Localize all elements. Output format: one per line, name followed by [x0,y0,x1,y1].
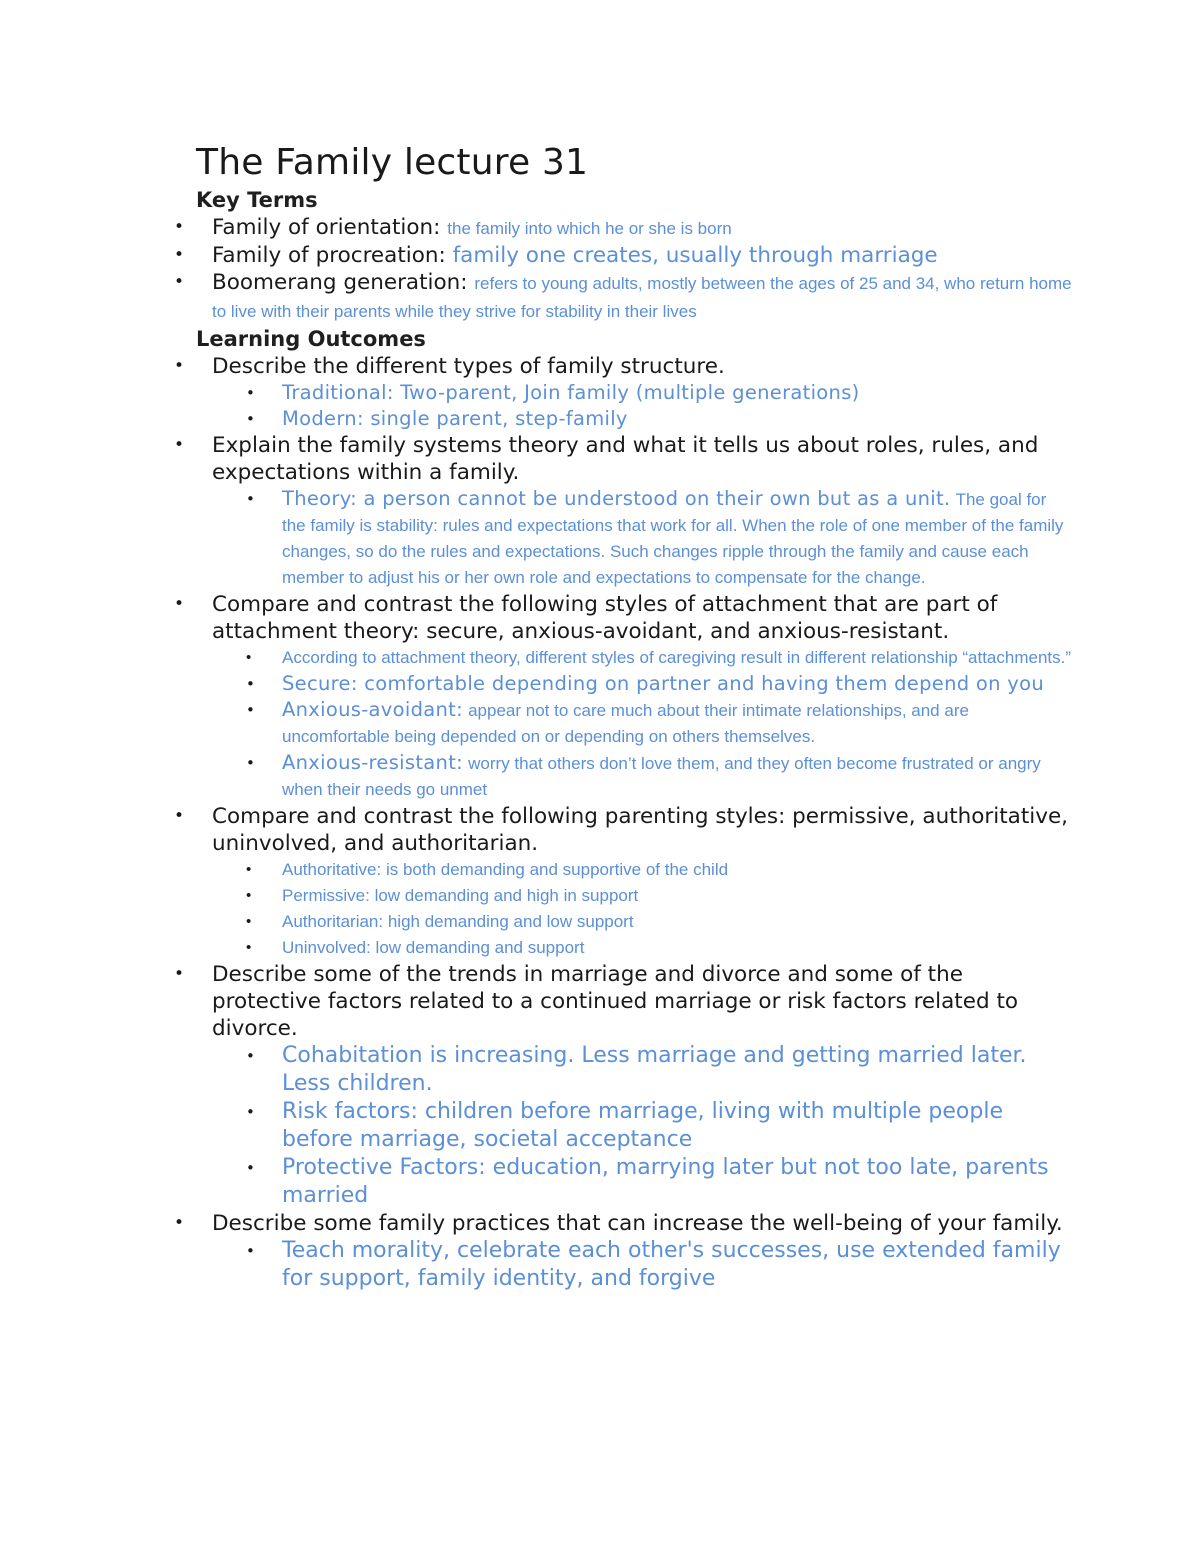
note-item [174,1154,1074,1210]
bullet-icon: • [246,1159,255,1177]
note-item [174,380,1074,406]
note-text: Protective Factors: education, marrying later but not too late, parents married [282,1155,1049,1208]
outcome-text: Explain the family systems theory and what it tells us about roles, rules, and expectations within a family. [212,433,1039,485]
outcome-item [174,1210,1074,1237]
outcome-text: Compare and contrast the following parenting styles: permissive, authoritative, uninvolved, and authoritarian. [212,804,1069,856]
outcome-text: Describe some family practices that can increase the well-being of your family. [212,1211,1063,1236]
note-text: Authoritative: is both demanding and supportive of the child [282,860,729,879]
bullet-icon: • [246,384,256,402]
outcome-item [174,591,1074,645]
bullet-icon: • [174,964,185,984]
note-text: According to attachment theory, different styles of caregiving result in different relationship “attachments.” [282,648,1072,667]
bullet-icon: • [246,939,252,956]
bullet-icon: • [246,675,256,693]
note-text: Permissive: low demanding and high in support [282,886,639,905]
note-text: Authoritarian: high demanding and low support [282,912,634,931]
note-text: The goal for the family is stability: rules and expectations that work for all. When the role of one member of the family changes, so do the rules and expectations. Such changes ripple through the family and cause each member to adjust his or her own role and expectations to compensate for the change. [282,490,1064,587]
outcome-item [174,961,1074,1042]
note-text: Modern: single parent, step-family [282,407,628,430]
key-term-definition: family one creates, usually through marriage [452,243,938,268]
note-lead: Anxious-avoidant: [282,698,463,721]
list-item [174,214,1074,242]
key-term-definition: the family into which he or she is born [447,219,732,238]
bullet-icon: • [174,356,185,376]
note-item [174,697,1074,750]
note-item [174,645,1074,671]
note-item [174,857,1074,883]
bullet-icon: • [174,594,185,614]
learning-outcomes-heading: Learning Outcomes [196,327,426,351]
outcome-text: Compare and contrast the following styles of attachment that are part of attachment theory: secure, anxious-avoidant, and anxious-resistant. [212,592,998,644]
note-lead: Theory: a person cannot be understood on their own but as a unit. [282,487,951,510]
key-terms-heading: Key Terms [196,188,318,212]
outcome-text: Describe some of the trends in marriage and divorce and some of the protective factors related to a continued marriage or risk factors related to divorce. [212,962,1019,1041]
learning-outcomes-list [174,353,1074,1293]
note-item [174,406,1074,432]
note-text: Cohabitation is increasing. Less marriage and getting married later. Less children. [282,1043,1027,1096]
bullet-icon: • [246,490,255,508]
note-text: worry that others don’t love them, and they often become frustrated or angry when their needs go unmet [282,754,1041,799]
bullet-icon: • [246,754,255,772]
note-item [174,1098,1074,1154]
note-text: appear not to care much about their intimate relationships, and are uncomfortable being depended on or depending on others themselves. [282,701,969,746]
bullet-icon: • [174,1213,185,1233]
document-content [174,140,1074,1293]
bullet-icon: • [246,1242,255,1260]
outcome-item [174,432,1074,486]
bullet-icon: • [174,217,185,237]
bullet-icon: • [174,435,185,455]
key-term: Family of orientation: [212,215,441,240]
key-term: Family of procreation: [212,243,446,268]
page-title: The Family lecture 31 [196,142,589,183]
note-text: Uninvolved: low demanding and support [282,938,585,957]
note-item [174,909,1074,935]
note-text: Traditional: Two-parent, Join family (multiple generations) [282,381,860,404]
bullet-icon: • [246,1103,255,1121]
key-terms-list [174,214,1074,325]
note-item [174,671,1074,697]
list-item [174,269,1074,325]
note-item [174,935,1074,961]
key-term-definition: refers to young adults, mostly between the ages of 25 and 34, who return home to live with their parents while they strive for stability in their lives [212,274,1072,321]
bullet-icon: • [246,701,255,719]
note-item [174,1237,1074,1293]
list-item [174,242,1074,269]
note-item [174,750,1074,803]
note-text: Risk factors: children before marriage, living with multiple people before marriage, societal acceptance [282,1099,1003,1152]
bullet-icon: • [174,245,185,265]
key-term: Boomerang generation: [212,270,468,295]
bullet-icon: • [174,272,185,292]
note-item [174,883,1074,909]
bullet-icon: • [246,410,256,428]
bullet-icon: • [174,806,185,826]
note-lead: Anxious-resistant: [282,751,464,774]
note-item [174,1042,1074,1098]
bullet-icon: • [246,861,252,878]
bullet-icon: • [246,649,252,666]
outcome-item [174,803,1074,857]
note-text: Secure: comfortable depending on partner and having them depend on you [282,672,1045,695]
outcome-item [174,353,1074,380]
note-item [174,486,1074,591]
bullet-icon: • [246,887,252,904]
outcome-text: Describe the different types of family structure. [212,354,725,379]
bullet-icon: • [246,1047,255,1065]
bullet-icon: • [246,913,252,930]
note-text: Teach morality, celebrate each other's successes, use extended family for support, family identity, and forgive [282,1238,1061,1291]
